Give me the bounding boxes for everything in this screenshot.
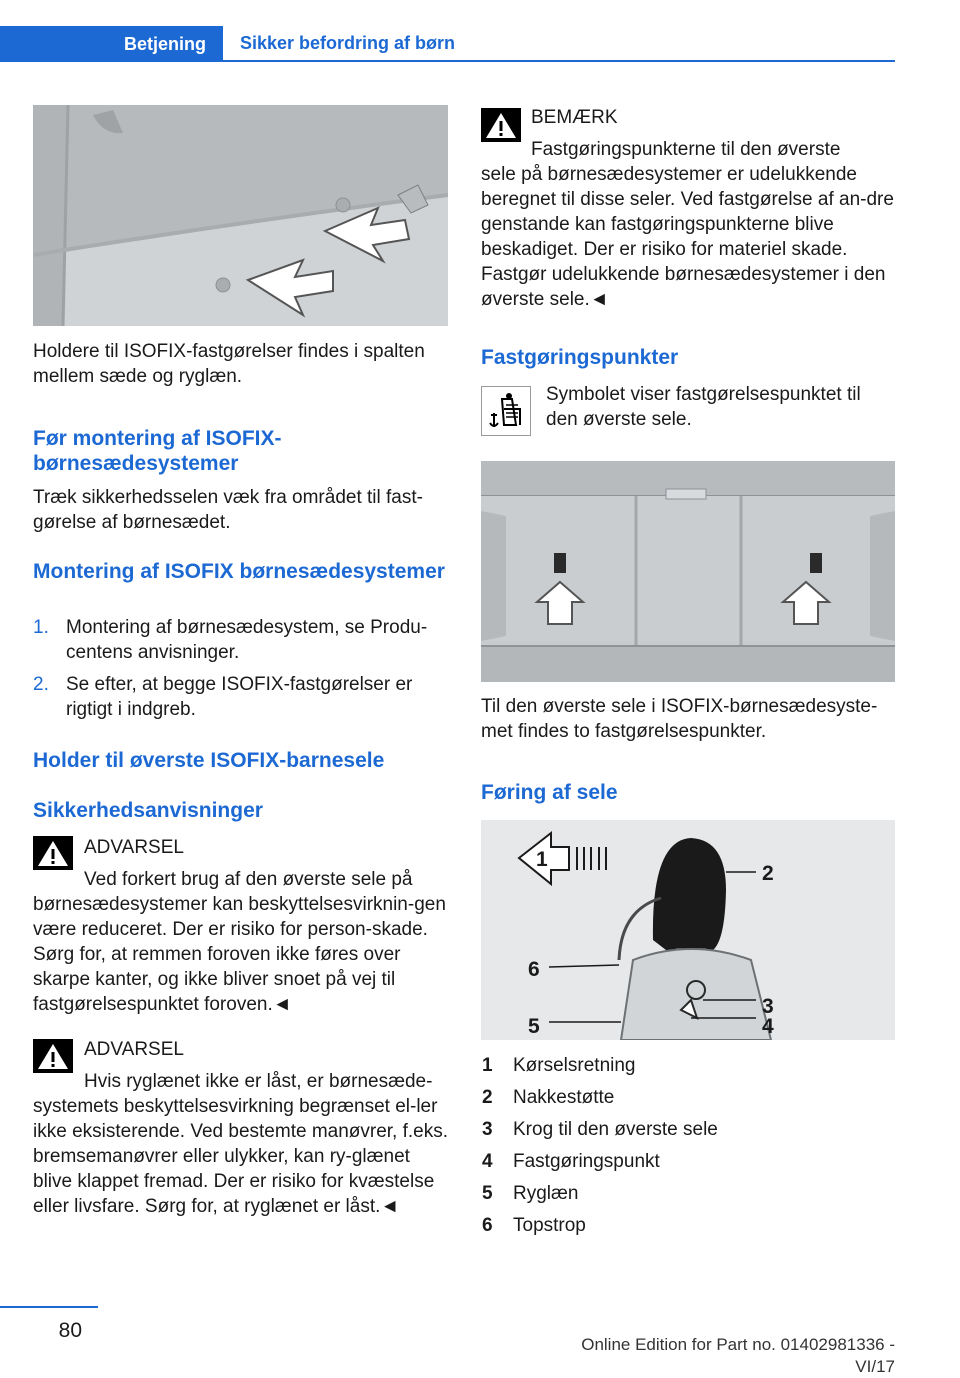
- diagram-label-2: 2: [762, 862, 774, 885]
- image2-caption: Til den øverste sele i ISOFIX-børnesædesyste-met findes to fastgørelsespunkter.: [481, 696, 878, 742]
- legend-text: Krog til den øverste sele: [513, 1119, 718, 1140]
- warning-triangle-icon: [481, 108, 521, 142]
- before-mounting-text: Træk sikkerhedsselen væk fra området til fast-gørelse af børnesædet.: [33, 487, 423, 533]
- warning-triangle-icon: [33, 836, 73, 870]
- strap-routing-diagram: [481, 820, 895, 1040]
- heading-before-mounting: Før montering af ISOFIX-børnesædesystemer: [33, 427, 282, 475]
- legend-text: Fastgøringspunkt: [513, 1151, 660, 1172]
- legend-number: 3: [482, 1119, 493, 1140]
- edition-info: Online Edition for Part no. 01402981336 - VI/17: [581, 1335, 895, 1376]
- list-item: [482, 1178, 718, 1210]
- footer-rule: [0, 1306, 98, 1308]
- note-first-line: Fastgøringspunkterne til den øverste: [531, 139, 841, 160]
- warning-first-line: Ved forkert brug af den øverste sele på: [84, 869, 413, 890]
- list-item: [482, 1210, 718, 1242]
- note-text: sele på børnesædesystemer er udelukkende beregnet til disse seler. Ved fastgørelse af an-dre genstande kan fastgøringspunkterne blive beskadiget. Der er risiko for materiel skade. Fastgør udelukkende børnesædesystemer i den øverste sele.◄: [481, 164, 894, 310]
- list-item: [482, 1146, 718, 1178]
- diagram-legend: [482, 1050, 718, 1242]
- warning-text: børnesædesystemer kan beskyttelsesvirknin-gen være reduceret. Der er risiko for person-skade. Sørg for, at remmen foroven ikke føres over skarpe kanter, og ikke bliver snoet på vej til fastgørelsespunktet foroven.◄: [33, 894, 446, 1015]
- warning-title: ADVARSEL: [84, 1039, 184, 1060]
- list-item: [33, 672, 449, 722]
- legend-number: 4: [482, 1151, 493, 1172]
- warning-first-line: Hvis ryglænet ikke er låst, er børnesæde-: [84, 1071, 433, 1092]
- step-text: Se efter, at begge ISOFIX-fastgørelser er rigtigt i indgreb.: [66, 674, 413, 720]
- heading-mounting: Montering af ISOFIX børnesædesystemer: [33, 560, 445, 583]
- chapter-tab[interactable]: Betjening: [0, 26, 223, 62]
- legend-text: Nakkestøtte: [513, 1087, 615, 1108]
- list-item: [482, 1082, 718, 1114]
- section-title: Sikker befordring af børn: [223, 26, 895, 62]
- step-text: Montering af børnesædesystem, se Produ-centens anvisninger.: [66, 617, 428, 663]
- diagram-label-4: 4: [762, 1015, 774, 1038]
- diagram-label-6: 6: [528, 958, 540, 981]
- heading-anchor-points: Fastgøringspunkter: [481, 346, 679, 369]
- isofix-seat-gap-figure: [33, 105, 448, 326]
- diagram-label-3: 3: [762, 995, 774, 1018]
- list-item: [33, 615, 449, 665]
- diagram-label-1: 1: [536, 848, 548, 871]
- page-number: 80: [58, 1319, 82, 1342]
- warning-triangle-icon: [33, 1039, 73, 1073]
- trunk-anchor-points-figure: [481, 461, 895, 682]
- heading-top-tether-holder: Holder til øverste ISOFIX-barnesele: [33, 749, 385, 772]
- legend-text: Ryglæn: [513, 1183, 579, 1204]
- warning-title: ADVARSEL: [84, 837, 184, 858]
- heading-strap-routing: Føring af sele: [481, 781, 618, 804]
- legend-number: 1: [482, 1055, 493, 1076]
- heading-safety: Sikkerhedsanvisninger: [33, 799, 263, 822]
- list-item: [482, 1050, 718, 1082]
- legend-number: 6: [482, 1215, 493, 1236]
- note-title: BEMÆRK: [531, 107, 618, 128]
- mounting-steps: [33, 615, 449, 729]
- legend-number: 2: [482, 1087, 493, 1108]
- legend-text: Kørselsretning: [513, 1055, 636, 1076]
- image-caption: Holdere til ISOFIX-fastgørelser findes i spalten mellem sæde og ryglæn.: [33, 341, 425, 387]
- child-seat-anchor-icon: [481, 386, 531, 436]
- legend-text: Topstrop: [513, 1215, 586, 1236]
- list-item: [482, 1114, 718, 1146]
- diagram-label-5: 5: [528, 1015, 540, 1038]
- step-number: 1.: [33, 617, 49, 638]
- warning-text: systemets beskyttelsesvirkning begrænset el-ler ikke eksisterende. Ved bestemte manøvrer, f.eks. bremsemanøvrer eller ulykker, kan ry-glænet blive klappet fremad. Der er risiko for kvæstelse eller livsfare. Sørg for, at ryglænet er låst.◄: [33, 1096, 449, 1217]
- symbol-description: Symbolet viser fastgørelsespunktet til den øverste sele.: [546, 384, 861, 430]
- step-number: 2.: [33, 674, 49, 695]
- legend-number: 5: [482, 1183, 493, 1204]
